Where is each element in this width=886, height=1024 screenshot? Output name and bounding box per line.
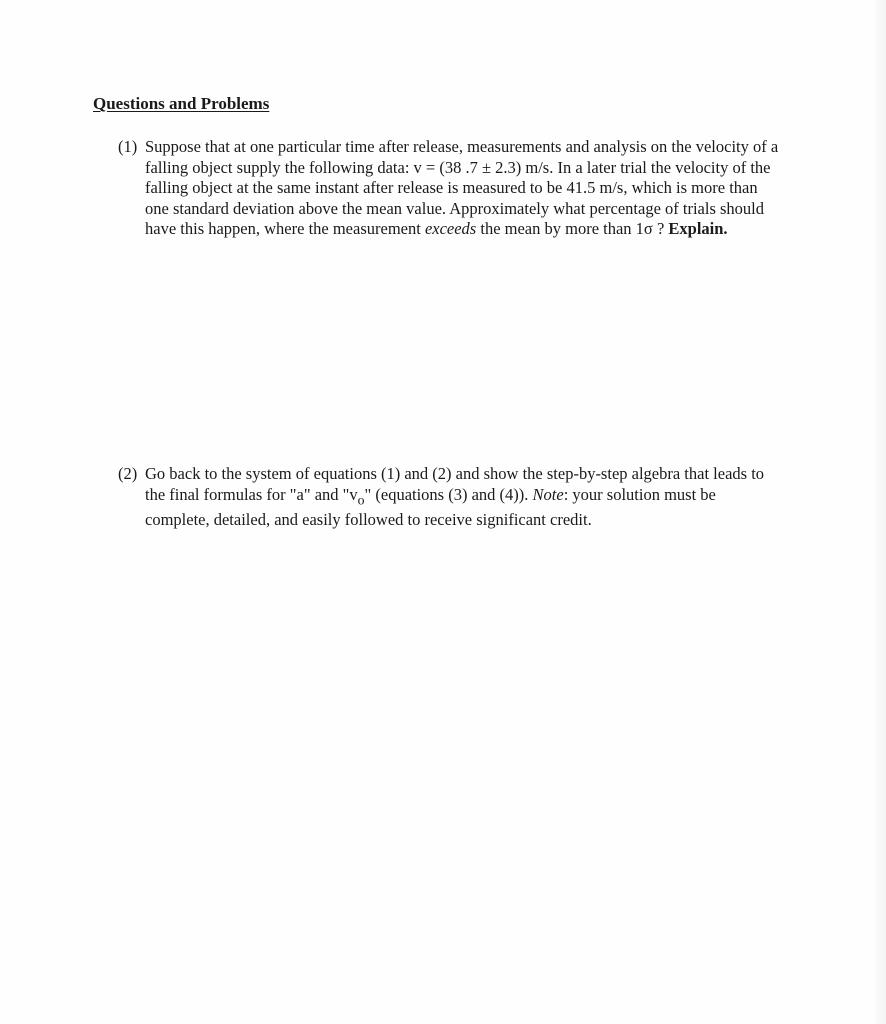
section-heading: Questions and Problems [93,94,270,113]
problem-1-text-main: Suppose that at one particular time after release, measurements and analysis on the velocity of a falling object supply the following data: v = (38 .7 ± 2.3) m/s. In a later trial the velocity of the falling object at the same instant after release is measured to be 41.5 m/s, which is more than one standard deviation above the mean value. Approximately what percentage of trials should have this happen, where the measurement [145,137,779,239]
page-edge-shadow [872,0,886,1024]
problem-2-subscript: o [357,491,365,507]
problem-2 [118,464,783,531]
problem-2-note-label: Note [532,484,564,504]
problem-1-emphasis: exceeds [424,219,477,239]
problem-1-number: (1) [118,137,138,156]
problem-2-text [145,464,783,531]
problem-2-text-main: Go back to the system of equations (1) and (2) and show the step-by-step algebra that leads to the final formulas for "a" and "v [145,464,765,504]
problem-2-text-mid: " (equations (3) and (4)). [364,484,533,504]
problem-2-number: (2) [118,464,138,483]
problem-1-text [145,137,783,240]
problem-1 [118,137,783,240]
problem-1-explain: Explain. [668,219,728,239]
problem-2-note-text: : your solution must be complete, detailed, and easily followed to receive significant credit. [145,484,716,530]
problem-1-text-tail: the mean by more than 1σ ? [476,219,669,239]
